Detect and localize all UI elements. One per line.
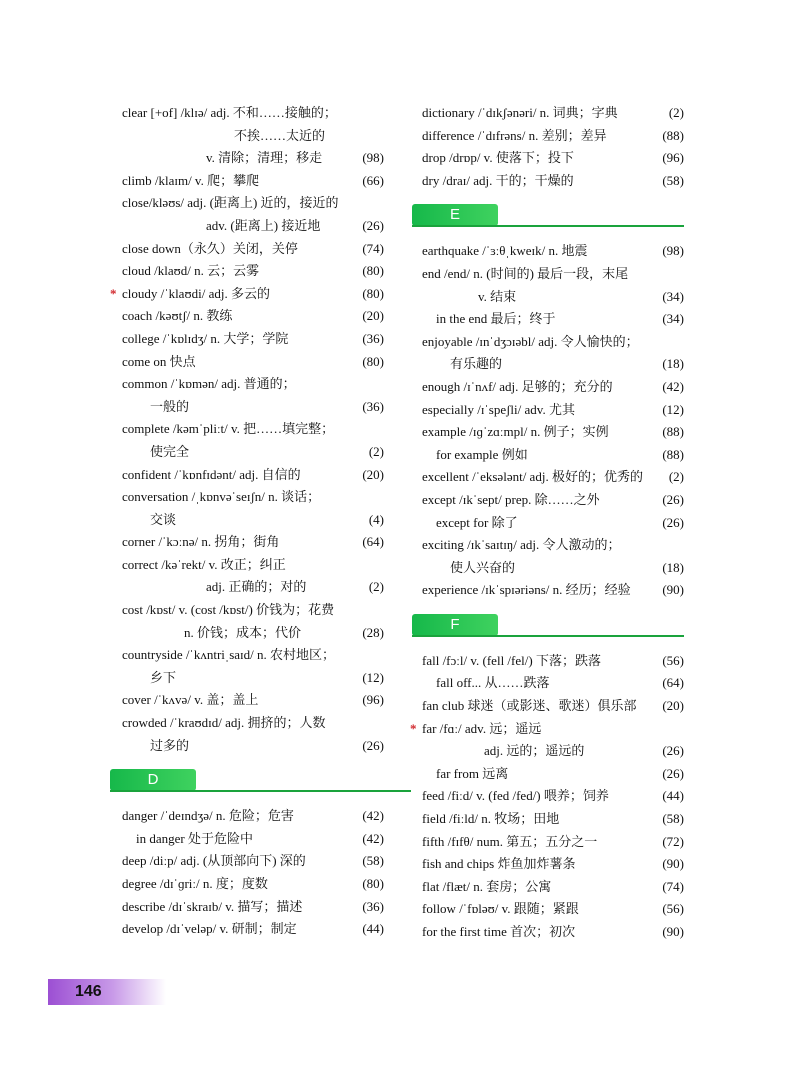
- entry-far-from: [422, 763, 684, 786]
- page-ref: (2): [668, 469, 684, 485]
- entry-fish-and-chips: [422, 853, 684, 876]
- entry-text: enough /ɪˈnʌf/ adj. 足够的；充分的: [422, 378, 613, 394]
- section-f-header: [422, 602, 684, 650]
- entry-text: common /ˈkɒmən/ adj. 普通的；: [122, 376, 296, 392]
- entry-difference: [422, 125, 684, 148]
- entry-text: corner /ˈkɔːnə/ n. 拐角；街角: [122, 534, 280, 550]
- entry-text: college /ˈkɒlɪdʒ/ n. 大学；学院: [122, 330, 289, 346]
- entry-flat: [422, 876, 684, 899]
- entry-fan-club: [422, 695, 684, 718]
- page-ref: (98): [362, 150, 384, 166]
- page-ref: (56): [662, 652, 684, 668]
- entry-cloudy: [110, 283, 384, 306]
- page-ref: (18): [662, 559, 684, 575]
- page-ref: (90): [662, 924, 684, 939]
- entry-text: flat /flæt/ n. 套房；公寓: [422, 878, 552, 894]
- entry-text: coach /kəʊtʃ/ n. 教练: [122, 308, 233, 324]
- page-ref: (74): [662, 878, 684, 894]
- page-ref: (4): [368, 511, 384, 527]
- entry-text: except /ɪkˈsept/ prep. 除……之外: [422, 491, 600, 507]
- entry-clear-verb: [122, 147, 384, 170]
- entry-enjoyable: [422, 331, 684, 354]
- entry-text: degree /dɪˈɡriː/ n. 度；度数: [122, 876, 268, 891]
- entry-text: excellent /ˈeksələnt/ adj. 极好的；优秀的: [422, 469, 643, 485]
- page-ref: (58): [662, 172, 684, 188]
- page-ref: (26): [662, 514, 684, 530]
- page-ref: (26): [662, 765, 684, 781]
- entry-text: 使完全: [150, 443, 190, 459]
- entry-text: 不挨……太近的: [234, 127, 326, 143]
- entry-text: except for 除了: [436, 514, 518, 530]
- page-ref: (26): [362, 217, 384, 233]
- page-ref: (88): [662, 424, 684, 440]
- entry-countryside-cont: [122, 667, 384, 690]
- entry-text: clear [+of] /klɪə/ adj. 不和……接触的；: [122, 105, 337, 120]
- entry-feed: [422, 785, 684, 808]
- entry-text: describe /dɪˈskraɪb/ v. 描写；描述: [122, 898, 303, 914]
- entry-text: cloud /klaʊd/ n. 云；云雾: [122, 263, 260, 279]
- entry-text: for example 例如: [436, 446, 528, 462]
- entry-enough: [422, 376, 684, 399]
- entry-text: n. 价钱；成本；代价: [184, 624, 302, 640]
- page-ref: (80): [362, 353, 384, 369]
- entry-text: 一般的: [150, 398, 190, 414]
- entry-danger: [122, 805, 384, 828]
- page-ref: (90): [662, 856, 684, 872]
- entry-text: 使人兴奋的: [450, 559, 516, 575]
- entry-text: fall /fɔːl/ v. (fell /fel/) 下落；跌落: [422, 652, 601, 668]
- entry-in-danger: [122, 828, 384, 851]
- entry-come-on: [122, 351, 384, 374]
- page-ref: (80): [362, 263, 384, 279]
- entry-text: far from 远离: [436, 765, 509, 781]
- entry-cloud: [122, 260, 384, 283]
- entry-countryside: [122, 644, 384, 667]
- entry-for-example: [422, 444, 684, 467]
- entry-dry: [422, 170, 684, 193]
- page-ref: (64): [362, 534, 384, 550]
- entry-corner: [122, 531, 384, 554]
- entry-correct: [122, 554, 384, 577]
- page-ref: (28): [362, 624, 384, 640]
- entry-text: deep /diːp/ adj. (从顶部向下) 深的: [122, 853, 306, 869]
- star-mark: *: [110, 285, 117, 301]
- entry-text: countryside /ˈkʌntriˌsaɪd/ n. 农村地区；: [122, 647, 336, 663]
- entry-text: 乡下: [150, 669, 177, 685]
- entry-field: [422, 808, 684, 831]
- page-ref: (58): [362, 853, 384, 869]
- entry-fall-off: [422, 672, 684, 695]
- entry-text: difference /ˈdɪfrəns/ n. 差别；差异: [422, 127, 607, 143]
- section-e-header: [422, 192, 684, 240]
- page-ref: (20): [362, 466, 384, 482]
- entry-text: adj. 远的；遥远的: [484, 743, 585, 759]
- page-ref: (12): [662, 401, 684, 417]
- page-ref: (26): [362, 737, 384, 753]
- entry-except-for: [422, 512, 684, 535]
- page-ref: (12): [362, 669, 384, 685]
- page-ref: (58): [662, 811, 684, 827]
- entry-text: cost /kɒst/ v. (cost /kɒst/) 价钱为；花费: [122, 602, 335, 618]
- entry-text: dictionary /ˈdɪkʃənəri/ n. 词典；字典: [422, 105, 618, 120]
- entry-deep: [122, 850, 384, 873]
- entry-text: far /fɑː/ adv. 远；遥远: [422, 720, 542, 736]
- page-ref: (26): [662, 743, 684, 759]
- entry-cost: [122, 599, 384, 622]
- entry-text: example /ɪɡˈzɑːmpl/ n. 例子；实例: [422, 424, 609, 440]
- entry-far-adj: [422, 740, 684, 763]
- entry-clear-cont: [122, 125, 384, 148]
- page-ref: (36): [362, 898, 384, 914]
- page-ref: (44): [362, 921, 384, 937]
- entry-conversation: [122, 486, 384, 509]
- page-ref: (26): [662, 491, 684, 507]
- entry-text: field /fiːld/ n. 牧场；田地: [422, 811, 560, 827]
- entry-text: drop /drɒp/ v. 使落下；投下: [422, 150, 574, 166]
- page-ref: (80): [362, 876, 384, 891]
- entry-text: fifth /fɪfθ/ num. 第五；五分之一: [422, 833, 598, 849]
- page-ref: (44): [662, 788, 684, 804]
- page-ref: (34): [662, 288, 684, 304]
- entry-crowded-cont: [122, 735, 384, 758]
- entry-text: dry /draɪ/ adj. 干的；干燥的: [422, 172, 574, 188]
- entry-text: end /end/ n. (时间的) 最后一段，末尾: [422, 265, 629, 281]
- entry-text: 过多的: [150, 737, 190, 753]
- entry-correct-adj: [122, 576, 384, 599]
- page-ref: (34): [662, 311, 684, 327]
- entry-text: v. 结束: [478, 288, 517, 304]
- left-column: [110, 102, 384, 941]
- section-d-header: [122, 757, 384, 805]
- entry-exciting-cont: [422, 557, 684, 580]
- page-ref: (98): [662, 243, 684, 259]
- entry-college: [122, 328, 384, 351]
- page-ref: (74): [362, 240, 384, 256]
- entry-text: danger /ˈdeɪndʒə/ n. 危险；危害: [122, 808, 294, 824]
- entry-develop: [122, 918, 384, 941]
- entry-follow: [422, 898, 684, 921]
- entry-text: close/kləʊs/ adj. (距离上) 近的，接近的: [122, 195, 339, 211]
- entry-text: develop /dɪˈveləp/ v. 研制；制定: [122, 921, 297, 937]
- page-number: 146: [75, 983, 102, 1000]
- entry-text: cloudy /ˈklaʊdi/ adj. 多云的: [122, 285, 270, 301]
- page-ref: (66): [362, 172, 384, 188]
- page-ref: (96): [362, 692, 384, 708]
- page-ref: (56): [662, 901, 684, 917]
- entry-close-adv: [122, 215, 384, 238]
- page-ref: (64): [662, 675, 684, 691]
- page-ref: (18): [662, 356, 684, 372]
- page-number-bar: [48, 979, 166, 1005]
- entry-fall: [422, 650, 684, 673]
- section-d-tab: D: [110, 769, 196, 791]
- entry-common: [122, 373, 384, 396]
- entry-text: experience /ɪkˈspɪəriəns/ n. 经历；经验: [422, 582, 631, 598]
- entry-far: [410, 718, 684, 741]
- entry-especially: [422, 399, 684, 422]
- entry-experience: [422, 579, 684, 602]
- entry-common-cont: [122, 396, 384, 419]
- entry-conversation-cont: [122, 509, 384, 532]
- entry-cost-noun: [122, 622, 384, 645]
- entry-text: enjoyable /ɪnˈdʒɔɪəbl/ adj. 令人愉快的；: [422, 333, 639, 349]
- entry-close-down: [122, 238, 384, 261]
- entry-text: v. 清除；清理；移走: [206, 150, 323, 166]
- entry-text: close down（永久）关闭，关停: [122, 240, 298, 256]
- entry-exciting: [422, 534, 684, 557]
- entry-close: [122, 192, 384, 215]
- entry-text: adv. (距离上) 接近地: [206, 217, 321, 233]
- section-rule: [412, 225, 684, 227]
- page-ref: (20): [662, 698, 684, 714]
- entry-cover: [122, 689, 384, 712]
- entry-text: for the first time 首次；初次: [422, 924, 576, 939]
- entry-text: conversation /ˌkɒnvəˈseɪʃn/ n. 谈话；: [122, 489, 321, 505]
- entry-climb: [122, 170, 384, 193]
- page-ref: (80): [362, 285, 384, 301]
- section-rule: [412, 635, 684, 637]
- page-ref: (88): [662, 446, 684, 462]
- entry-except: [422, 489, 684, 512]
- entry-complete-cont: [122, 441, 384, 464]
- entry-complete: [122, 418, 384, 441]
- entry-text: correct /kəˈrekt/ v. 改正；纠正: [122, 556, 286, 572]
- page-ref: (96): [662, 150, 684, 166]
- star-mark: *: [410, 720, 417, 736]
- page-ref: (72): [662, 833, 684, 849]
- page-ref: (2): [368, 579, 384, 595]
- entry-excellent: [422, 466, 684, 489]
- page-ref: (42): [362, 830, 384, 846]
- entry-text: especially /ɪˈspeʃli/ adv. 尤其: [422, 401, 575, 417]
- entry-text: in the end 最后；终于: [436, 311, 556, 327]
- entry-text: fish and chips 炸鱼加炸薯条: [422, 856, 576, 872]
- section-f-tab: F: [412, 614, 498, 636]
- entry-drop: [422, 147, 684, 170]
- page-ref: (88): [662, 127, 684, 143]
- entry-crowded: [122, 712, 384, 735]
- entry-text: in danger 处于危险中: [136, 830, 253, 846]
- page-ref: (2): [668, 105, 684, 120]
- entry-fifth: [422, 831, 684, 854]
- entry-describe: [122, 896, 384, 919]
- entry-clear: [122, 102, 384, 125]
- page-ref: (36): [362, 398, 384, 414]
- entry-in-the-end: [422, 308, 684, 331]
- entry-text: come on 快点: [122, 353, 196, 369]
- entry-text: confident /ˈkɒnfɪdənt/ adj. 自信的: [122, 466, 301, 482]
- entry-text: complete /kəmˈpliːt/ v. 把……填完整；: [122, 421, 335, 437]
- section-e-tab: E: [412, 204, 498, 226]
- entry-text: follow /ˈfɒləʊ/ v. 跟随；紧跟: [422, 901, 579, 917]
- entry-dictionary: [422, 102, 684, 125]
- entry-confident: [122, 464, 384, 487]
- page-ref: (2): [368, 443, 384, 459]
- page-ref: (42): [362, 808, 384, 824]
- entry-text: fall off... 从……跌落: [436, 675, 550, 691]
- entry-coach: [122, 305, 384, 328]
- entry-example: [422, 421, 684, 444]
- page-ref: (42): [662, 378, 684, 394]
- entry-text: climb /klaɪm/ v. 爬；攀爬: [122, 172, 260, 188]
- entry-text: 有乐趣的: [450, 356, 503, 372]
- entry-end-verb: [422, 286, 684, 309]
- entry-text: exciting /ɪkˈsaɪtɪŋ/ adj. 令人激动的；: [422, 537, 621, 553]
- entry-text: 交谈: [150, 511, 177, 527]
- entry-for-the-first-time: [422, 921, 684, 944]
- entry-text: feed /fiːd/ v. (fed /fed/) 喂养；饲养: [422, 788, 609, 804]
- entry-enjoyable-cont: [422, 353, 684, 376]
- entry-text: fan club 球迷（或影迷、歌迷）俱乐部: [422, 698, 637, 714]
- entry-end: [422, 263, 684, 286]
- entry-text: earthquake /ˈɜːθˌkweɪk/ n. 地震: [422, 243, 588, 259]
- section-rule: [110, 790, 411, 792]
- page-ref: (20): [362, 308, 384, 324]
- entry-text: cover /ˈkʌvə/ v. 盖；盖上: [122, 692, 259, 708]
- entry-earthquake: [422, 240, 684, 263]
- entry-degree: [122, 873, 384, 896]
- entry-text: adj. 正确的；对的: [206, 579, 307, 595]
- page-ref: (90): [662, 582, 684, 598]
- right-column: [410, 102, 684, 944]
- page-ref: (36): [362, 330, 384, 346]
- entry-text: crowded /ˈkraʊdɪd/ adj. 拥挤的；人数: [122, 715, 326, 731]
